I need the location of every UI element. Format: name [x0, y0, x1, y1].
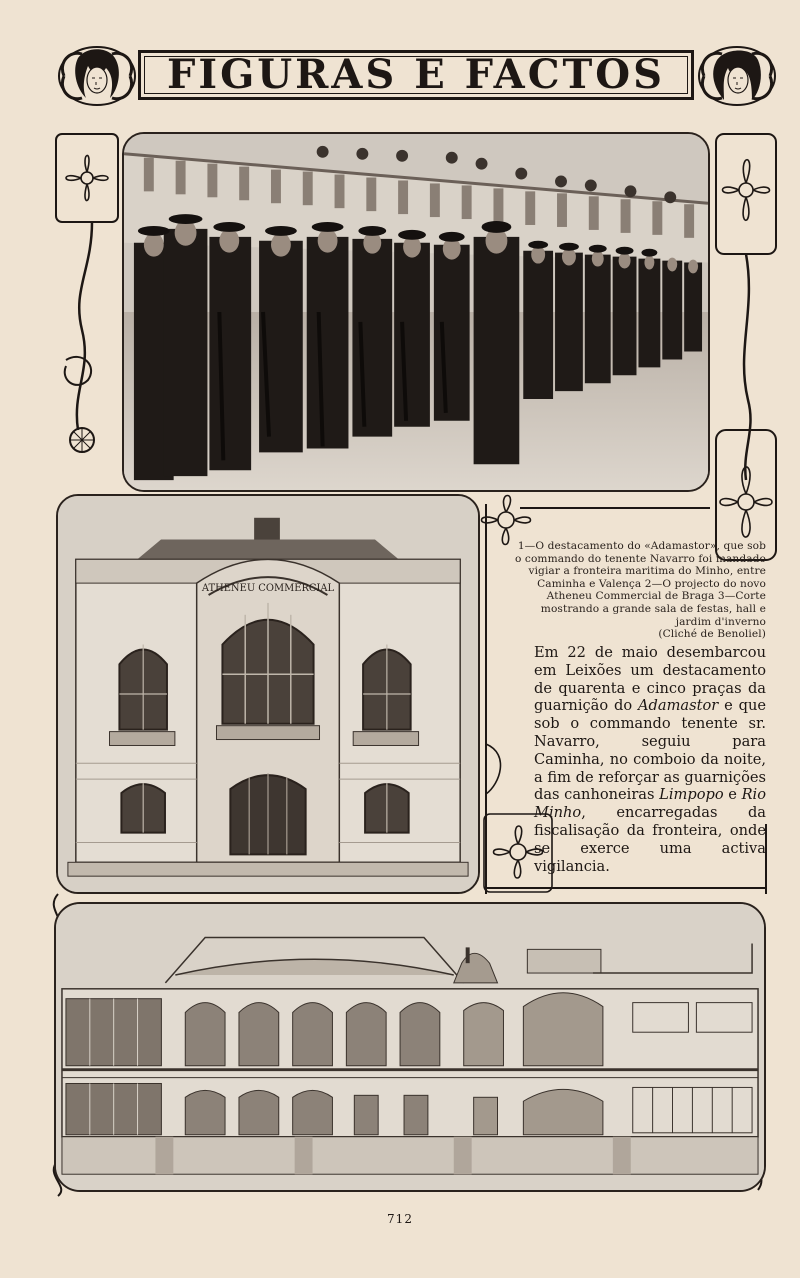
article-text-part1: Em 22 de maio desembarcou em Leixões um destacamento de quarenta e cinco praças da guarnição do: [534, 644, 766, 715]
article-text-part2: e que sob o commando tenente sr. Navarro, seguiu para Caminha, no comboio da noite, a fim de reforçar as guarnições das canhoneiras: [534, 697, 766, 804]
article-text-part3: e: [723, 786, 742, 804]
article-text-part4: , encarregadas da fiscalisação da fronteira, onde se exerce uma activa vigilancia.: [534, 804, 766, 875]
article-paragraph: [534, 644, 766, 875]
left-floral-ornament: [52, 130, 122, 460]
ship-name-limpopo: Limpopo: [659, 786, 724, 804]
masthead: [56, 44, 778, 108]
caption-text: 1—O destacamento do «Adamastor», que sob o commando do tenente Navarro foi mandado vigiar a fronteira maritima do Minho, entre Caminha e Valença 2—O projecto do novo Atheneu Commercial de Braga 3—Corte mostrando a grande sala de festas, hall e jardim d'inverno: [514, 540, 766, 628]
building-cross-section-drawing: [54, 902, 766, 1192]
article-body: [534, 644, 766, 875]
masthead-title-box: [138, 50, 694, 100]
photo-credit: (Cliché de Benoliel): [658, 628, 766, 641]
woman-portrait-medallion-icon: [56, 44, 138, 108]
page-number: 712: [387, 1212, 413, 1226]
figure-caption: [508, 540, 766, 641]
ship-name-adamastor: Adamastor: [638, 697, 719, 715]
woman-portrait-medallion-icon: [696, 44, 778, 108]
atheneu-facade-drawing: [56, 494, 480, 894]
ship-name-rio-minho: Rio Minho: [534, 786, 767, 822]
sailors-detachment-photo: [122, 132, 710, 492]
page-title: FIGURAS E FACTOS: [166, 51, 666, 98]
facade-inscription: ATHENEU COMMERCIAL: [201, 583, 335, 595]
